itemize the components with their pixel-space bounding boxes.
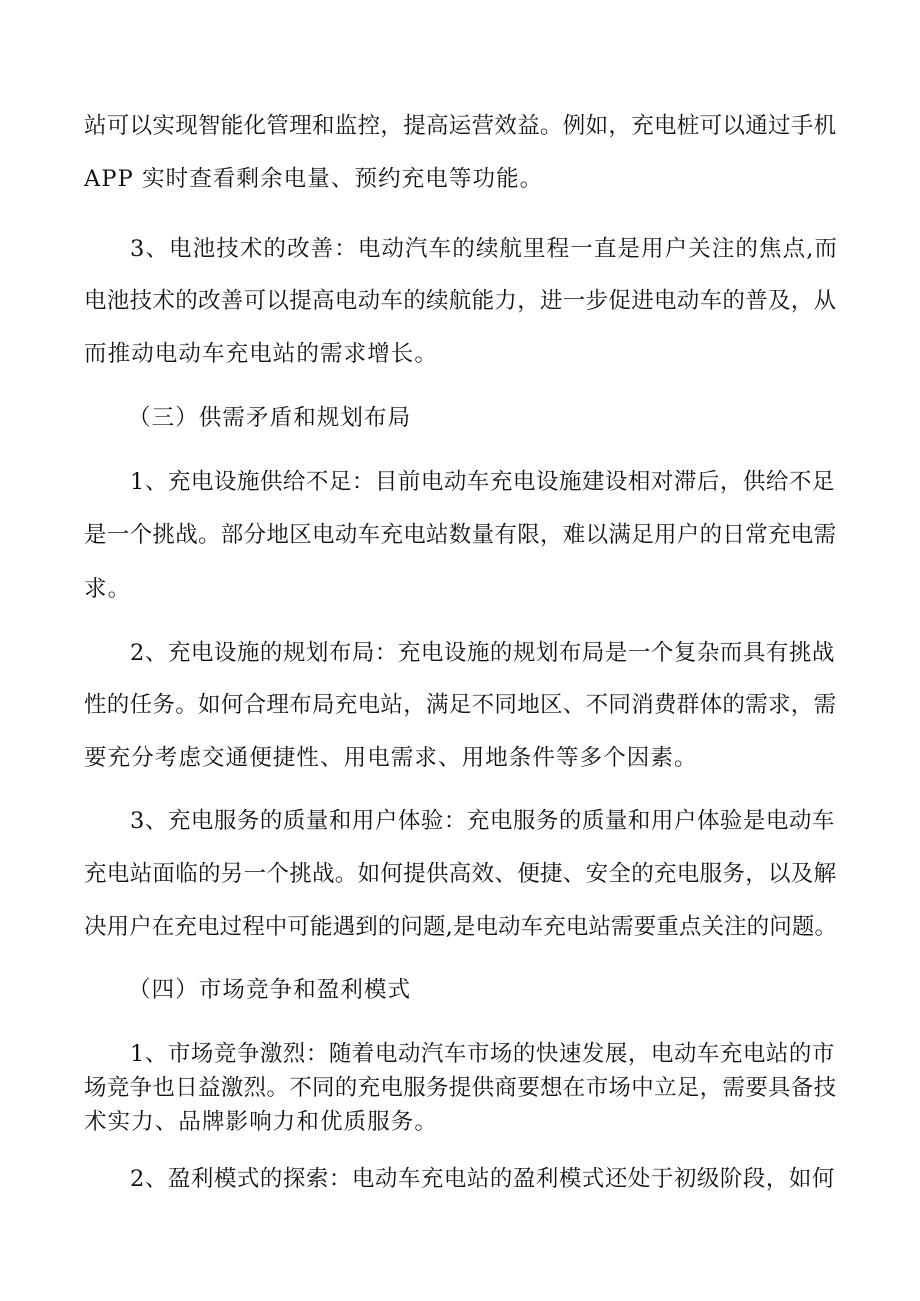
paragraph-quality-line-2: 充电站面临的另一个挑战。如何提供高效、便捷、安全的充电服务，以及解 [84, 861, 837, 887]
paragraph-planning-line-2: 性的任务。如何合理布局充电站，满足不同地区、不同消费群体的需求，需 [84, 692, 837, 718]
paragraph-intro-line-1: 站可以实现智能化管理和监控，提高运营效益。例如，充电桩可以通过手机 [84, 113, 837, 139]
paragraph-competition-line-1: 1、市场竞争激烈：随着电动汽车市场的快速发展，电动车充电站的市 [130, 1041, 835, 1067]
paragraph-planning-line-1: 2、充电设施的规划布局：充电设施的规划布局是一个复杂而具有挑战 [130, 640, 835, 666]
paragraph-quality-line-3: 决用户在充电过程中可能遇到的问题,是电动车充电站需要重点关注的问题。 [84, 914, 838, 940]
paragraph-battery-line-1: 3、电池技术的改善：电动汽车的续航里程一直是用户关注的焦点,而 [130, 236, 839, 262]
section-heading-3: （三）供需矛盾和规划布局 [128, 405, 412, 431]
paragraph-profit-line-1: 2、盈利模式的探索：电动车充电站的盈利模式还处于初级阶段，如何 [130, 1166, 835, 1192]
paragraph-supply-line-1: 1、充电设施供给不足：目前电动车充电设施建设相对滞后，供给不足 [130, 469, 835, 495]
paragraph-intro-line-2: APP 实时查看剩余电量、预约充电等功能。 [84, 166, 544, 192]
paragraph-battery-line-3: 而推动电动车充电站的需求增长。 [84, 341, 439, 367]
paragraph-supply-line-2: 是一个挑战。部分地区电动车充电站数量有限，难以满足用户的日常充电需 [84, 522, 837, 548]
paragraph-supply-line-3: 求。 [84, 576, 132, 602]
paragraph-quality-line-1: 3、充电服务的质量和用户体验：充电服务的质量和用户体验是电动车 [130, 808, 835, 834]
paragraph-competition-line-2: 场竞争也日益激烈。不同的充电服务提供商要想在市场中立足，需要具备技 [84, 1075, 837, 1101]
paragraph-competition-line-3: 术实力、品牌影响力和优质服务。 [84, 1109, 439, 1135]
section-heading-4: （四）市场竞争和盈利模式 [128, 977, 412, 1003]
paragraph-planning-line-3: 要充分考虑交通便捷性、用电需求、用地条件等多个因素。 [84, 745, 698, 771]
paragraph-battery-line-2: 电池技术的改善可以提高电动车的续航能力，进一步促进电动车的普及，从 [84, 288, 837, 314]
